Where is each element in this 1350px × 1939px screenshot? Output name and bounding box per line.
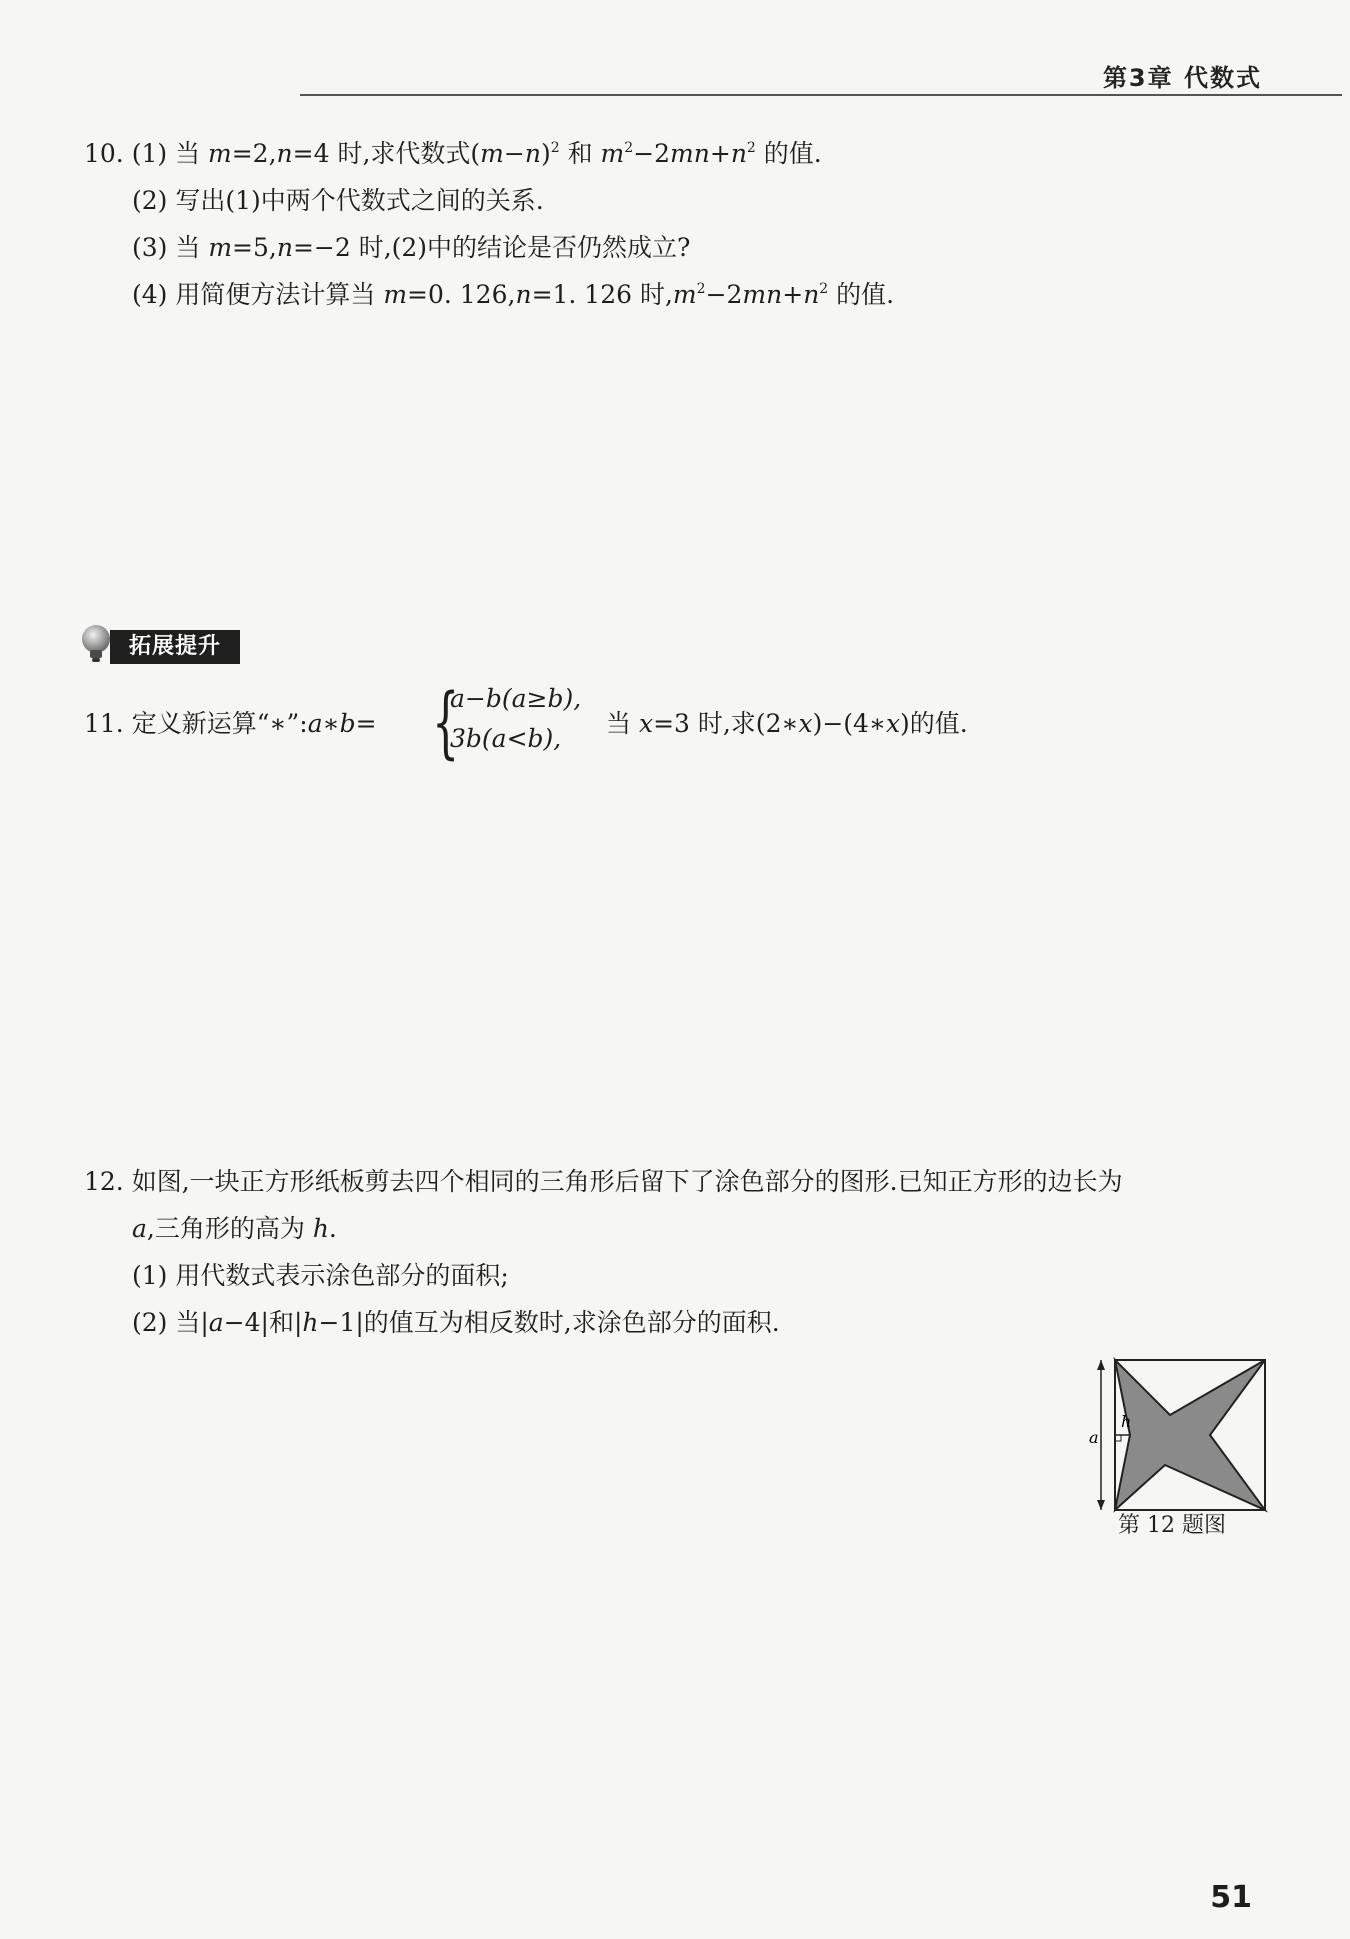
var-x: x <box>885 709 901 738</box>
exponent: 2 <box>696 281 706 297</box>
problem-12-line-2 <box>132 1213 337 1245</box>
var-n: n <box>276 139 293 168</box>
shaded-star <box>1115 1360 1265 1510</box>
text: + <box>709 139 731 168</box>
text: 的值. <box>755 139 822 168</box>
lightbulb-icon <box>80 624 114 664</box>
chapter-header: 第3章 代数式 <box>1102 64 1262 92</box>
var-m: m <box>208 233 233 262</box>
text: (3) 当 <box>132 233 209 262</box>
text: −1|的值互为相反数时,求涂色部分的面积. <box>318 1308 780 1337</box>
var-x: x <box>798 709 813 738</box>
page-number: 51 <box>1210 1880 1252 1915</box>
var-a: a <box>208 1308 224 1337</box>
exponent: 2 <box>624 140 634 156</box>
text: =3 时,求(2∗ <box>653 709 799 738</box>
text: −2 <box>633 139 671 168</box>
label-h: h <box>1121 1412 1132 1431</box>
problem-10-part-3 <box>132 232 690 264</box>
problem-10-part-1 <box>84 138 822 170</box>
text: −2 <box>705 280 743 309</box>
problem-10-part-2: (2) 写出(1)中两个代数式之间的关系. <box>132 186 544 215</box>
text: =5, <box>232 233 277 262</box>
text: 的值. <box>828 280 895 309</box>
var-n: n <box>803 280 820 309</box>
var-m: m <box>383 280 408 309</box>
text: (4) 用简便方法计算当 <box>132 280 384 309</box>
exponent: 2 <box>746 140 756 156</box>
text: =0. 126, <box>407 280 516 309</box>
problem-10-part-4 <box>132 279 894 311</box>
text: =4 时,求代数式( <box>292 139 481 168</box>
figure-caption: 第 12 题图 <box>1118 1513 1226 1538</box>
var-n: n <box>276 233 293 262</box>
var-m: m <box>208 139 232 168</box>
text: =1. 126 时, <box>531 280 673 309</box>
problem-12-part-1: (1) 用代数式表示涂色部分的面积; <box>132 1261 509 1290</box>
header-rule <box>300 94 1342 96</box>
var-m: m <box>672 280 697 309</box>
problem-11-suffix <box>606 708 968 740</box>
section-banner <box>80 622 250 666</box>
exponent: 2 <box>550 140 560 156</box>
problem-11-prefix <box>84 708 377 740</box>
text: 和 <box>559 139 601 168</box>
text: + <box>782 280 804 309</box>
case-1: a−b(a≥b), <box>450 684 582 713</box>
var-m: m <box>600 139 625 168</box>
text: −4|和| <box>223 1308 303 1337</box>
text: 当 <box>606 709 639 738</box>
var-m: m <box>480 139 504 168</box>
var-h: h <box>302 1308 319 1337</box>
var-mn: mn <box>742 280 783 309</box>
problem-12-part-2 <box>132 1307 780 1339</box>
operation-definition: a∗b= <box>307 709 377 738</box>
text: ,三角形的高为 <box>146 1214 313 1243</box>
text: )的值. <box>900 709 968 738</box>
var-mn: mn <box>670 139 710 168</box>
exponent: 2 <box>819 281 829 297</box>
var-n: n <box>515 280 532 309</box>
text: . <box>328 1214 337 1243</box>
var-n: n <box>730 139 747 168</box>
text: ) <box>540 139 551 168</box>
text: − <box>503 139 525 168</box>
var-a: a <box>132 1214 147 1243</box>
left-brace: { <box>432 678 460 768</box>
label-a: a <box>1089 1428 1099 1447</box>
var-h: h <box>312 1214 329 1243</box>
case-2: 3b(a<b), <box>450 724 562 753</box>
text: 11. 定义新运算“∗”: <box>84 709 308 738</box>
text: =2, <box>231 139 277 168</box>
problem-12-line-1: 12. 如图,一块正方形纸板剪去四个相同的三角形后留下了涂色部分的图形.已知正方形的边长为 <box>84 1167 1123 1196</box>
arrow-up-icon <box>1097 1360 1105 1370</box>
text: (2) 当| <box>132 1308 209 1337</box>
text: =−2 时,(2)中的结论是否仍然成立? <box>292 233 691 262</box>
section-title: 拓展提升 <box>110 630 240 664</box>
var-x: x <box>638 709 654 738</box>
piecewise-definition <box>432 680 612 766</box>
text: )−(4∗ <box>812 709 886 738</box>
var-n: n <box>524 139 541 168</box>
text: 10. (1) 当 <box>84 139 209 168</box>
arrow-down-icon <box>1097 1500 1105 1510</box>
